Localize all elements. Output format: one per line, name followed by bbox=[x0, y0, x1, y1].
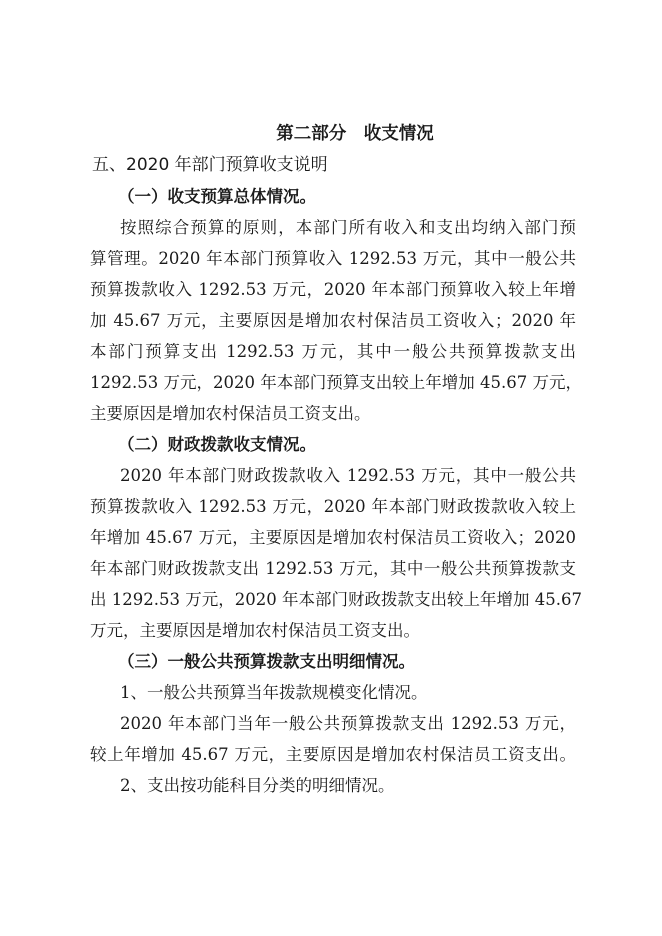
paragraph-line: 主要原因是增加农村保洁员工资支出。 bbox=[90, 404, 371, 423]
paragraph-line: 年增加 45.67 万元，主要原因是增加农村保洁员工资收入；2020 bbox=[90, 528, 576, 547]
paragraph-line: 年本部门财政拨款支出 1292.53 万元，其中一般公共预算拨款支 bbox=[90, 559, 576, 578]
subsection-heading-1: （一）收支预算总体情况。 bbox=[118, 187, 316, 206]
list-item-1: 1、一般公共预算当年拨款规模变化情况。 bbox=[120, 683, 428, 702]
paragraph-line: 预算拨款收入 1292.53 万元，2020 年本部门财政拨款收入较上 bbox=[90, 497, 576, 516]
paragraph-line: 1292.53 万元，2020 年本部门预算支出较上年增加 45.67 万元， bbox=[90, 373, 582, 392]
paragraph-line: 2020 年本部门财政拨款收入 1292.53 万元，其中一般公共 bbox=[120, 466, 576, 485]
paragraph-line: 万元，主要原因是增加农村保洁员工资支出。 bbox=[90, 621, 420, 640]
paragraph-line: 按照综合预算的原则，本部门所有收入和支出均纳入部门预 bbox=[120, 218, 576, 237]
page-title: 第二部分 收支情况 bbox=[276, 124, 434, 144]
paragraph-line: 出 1292.53 万元，2020 年本部门财政拨款支出较上年增加 45.67 bbox=[90, 590, 582, 609]
subsection-heading-3: （三）一般公共预算拨款支出明细情况。 bbox=[118, 652, 415, 671]
paragraph-line: 较上年增加 45.67 万元，主要原因是增加农村保洁员工资支出。 bbox=[90, 745, 576, 764]
paragraph-line: 2020 年本部门当年一般公共预算拨款支出 1292.53 万元， bbox=[120, 714, 576, 733]
paragraph-line: 加 45.67 万元，主要原因是增加农村保洁员工资收入；2020 年 bbox=[90, 311, 576, 330]
list-item-2: 2、支出按功能科目分类的明细情况。 bbox=[120, 776, 395, 795]
section-heading: 五、2020 年部门预算收支说明 bbox=[92, 155, 328, 175]
subsection-heading-2: （二）财政拨款收支情况。 bbox=[118, 435, 316, 454]
paragraph-line: 算管理。2020 年本部门预算收入 1292.53 万元，其中一般公共 bbox=[90, 249, 576, 268]
paragraph-line: 预算拨款收入 1292.53 万元，2020 年本部门预算收入较上年增 bbox=[90, 280, 576, 299]
document-page bbox=[90, 118, 582, 801]
paragraph-line: 本部门预算支出 1292.53 万元，其中一般公共预算拨款支出 bbox=[90, 342, 576, 361]
